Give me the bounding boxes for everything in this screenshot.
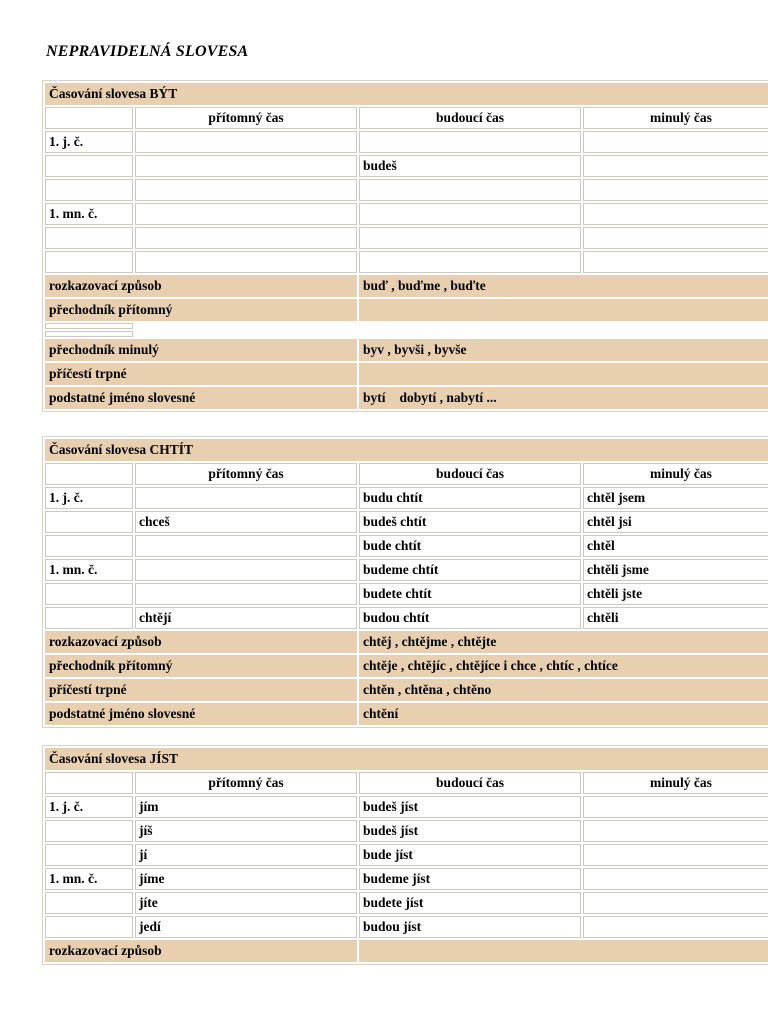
imperative-label: rozkazovací způsob [45, 275, 357, 297]
person-label: 1. mn. č. [45, 203, 133, 225]
cell-future: budeme chtít [359, 559, 581, 581]
cell-past [583, 251, 768, 273]
cell-future: bude chtít [359, 535, 581, 557]
imperative-row [45, 275, 768, 297]
thin-row [45, 323, 768, 329]
transgressive-present-label: přechodník přítomný [45, 299, 357, 321]
person-label: 1. mn. č. [45, 868, 133, 890]
person-label [45, 251, 133, 273]
imperative-value: chtěj , chtějme , chtějte [359, 631, 768, 653]
header-future: budoucí čas [359, 772, 581, 794]
passive-participle-value [359, 363, 768, 385]
person-label: 1. j. č. [45, 131, 133, 153]
transgressive-present-row [45, 299, 768, 321]
imperative-label: rozkazovací způsob [45, 631, 357, 653]
cell-past [583, 203, 768, 225]
verbal-noun-label: podstatné jméno slovesné [45, 703, 357, 725]
cell-future: budu chtít [359, 487, 581, 509]
table-caption: Časování slovesa JÍST [45, 748, 768, 770]
table-caption: Časování slovesa BÝT [45, 83, 768, 105]
table-row [45, 892, 768, 914]
cell-future: budeme jíst [359, 868, 581, 890]
cell-past [583, 796, 768, 818]
cell-future: bude jíst [359, 844, 581, 866]
cell-present: chtějí [135, 607, 357, 629]
table-row [45, 179, 768, 201]
table-caption-row [45, 748, 768, 770]
imperative-label: rozkazovací způsob [45, 940, 357, 962]
cell-present: jím [135, 796, 357, 818]
header-past: minulý čas [583, 772, 768, 794]
passive-participle-row [45, 679, 768, 701]
cell-future [359, 227, 581, 249]
imperative-row [45, 631, 768, 653]
header-empty [45, 772, 133, 794]
transgressive-present-row [45, 655, 768, 677]
verbal-noun-value: chtění [359, 703, 768, 725]
cell-past: chtěl jsi [583, 511, 768, 533]
cell-future: budou chtít [359, 607, 581, 629]
table-row [45, 535, 768, 557]
header-empty [45, 107, 133, 129]
table-caption-row [45, 83, 768, 105]
verbal-noun-b: dobytí , nabytí ... [399, 390, 497, 405]
cell-present: jíme [135, 868, 357, 890]
transgressive-past-row [45, 339, 768, 361]
cell-past [583, 844, 768, 866]
cell-past [583, 892, 768, 914]
person-label [45, 155, 133, 177]
transgressive-present-value [359, 299, 768, 321]
verbal-noun-label: podstatné jméno slovesné [45, 387, 357, 409]
cell-present [135, 559, 357, 581]
cell-present [135, 251, 357, 273]
cell-future [359, 203, 581, 225]
imperative-value [359, 940, 768, 962]
cell-future: budeš jíst [359, 796, 581, 818]
table-row [45, 607, 768, 629]
cell-present: jedí [135, 916, 357, 938]
cell-present [135, 203, 357, 225]
table-row [45, 844, 768, 866]
person-label [45, 607, 133, 629]
cell-past [583, 227, 768, 249]
cell-future: budete jíst [359, 892, 581, 914]
table-row [45, 583, 768, 605]
header-present: přítomný čas [135, 772, 357, 794]
table-jist [42, 745, 768, 965]
table-row [45, 511, 768, 533]
table-row [45, 916, 768, 938]
cell-past: chtěl jsem [583, 487, 768, 509]
table-row [45, 796, 768, 818]
person-label [45, 583, 133, 605]
table-row [45, 251, 768, 273]
table-row [45, 203, 768, 225]
cell-present [135, 155, 357, 177]
thin-cell [45, 331, 133, 337]
cell-past: chtěl [583, 535, 768, 557]
table-row [45, 868, 768, 890]
passive-participle-row [45, 363, 768, 385]
header-empty [45, 463, 133, 485]
cell-present: chceš [135, 511, 357, 533]
cell-future: budete chtít [359, 583, 581, 605]
cell-present [135, 131, 357, 153]
verbal-noun-a: bytí [363, 390, 386, 405]
table-row [45, 227, 768, 249]
table-byt [42, 80, 768, 412]
thin-spacer [135, 323, 768, 329]
header-row [45, 772, 768, 794]
person-label: 1. mn. č. [45, 559, 133, 581]
person-label [45, 511, 133, 533]
cell-future: budeš chtít [359, 511, 581, 533]
cell-future: budeš [359, 155, 581, 177]
transgressive-past-label: přechodník minulý [45, 339, 357, 361]
thin-cell [45, 323, 133, 329]
table-chtit [42, 436, 768, 728]
person-label [45, 535, 133, 557]
transgressive-present-value: chtěje , chtějíc , chtějíce i chce , chtíc , chtíce [359, 655, 768, 677]
table-row [45, 155, 768, 177]
table-row [45, 820, 768, 842]
verbal-noun-row [45, 703, 768, 725]
verbal-noun-value [359, 387, 768, 409]
cell-past [583, 868, 768, 890]
cell-present [135, 535, 357, 557]
header-past: minulý čas [583, 463, 768, 485]
cell-past [583, 131, 768, 153]
imperative-row [45, 940, 768, 962]
cell-past: chtěli [583, 607, 768, 629]
table-row [45, 131, 768, 153]
person-label [45, 820, 133, 842]
header-present: přítomný čas [135, 463, 357, 485]
person-label [45, 892, 133, 914]
cell-past [583, 820, 768, 842]
cell-future [359, 131, 581, 153]
cell-present: jí [135, 844, 357, 866]
person-label [45, 179, 133, 201]
passive-participle-label: příčestí trpné [45, 679, 357, 701]
cell-future [359, 251, 581, 273]
header-row [45, 107, 768, 129]
cell-present: jíš [135, 820, 357, 842]
header-future: budoucí čas [359, 107, 581, 129]
person-label [45, 916, 133, 938]
thin-row [45, 331, 768, 337]
header-present: přítomný čas [135, 107, 357, 129]
cell-present: jíte [135, 892, 357, 914]
cell-past: chtěli jsme [583, 559, 768, 581]
table-caption: Časování slovesa CHTÍT [45, 439, 768, 461]
transgressive-past-value: byv , byvši , byvše [359, 339, 768, 361]
table-row [45, 487, 768, 509]
cell-present [135, 179, 357, 201]
cell-future: budeš jíst [359, 820, 581, 842]
header-past: minulý čas [583, 107, 768, 129]
table-caption-row [45, 439, 768, 461]
table-row [45, 559, 768, 581]
cell-past [583, 155, 768, 177]
passive-participle-value: chtěn , chtěna , chtěno [359, 679, 768, 701]
cell-present [135, 487, 357, 509]
person-label [45, 227, 133, 249]
cell-future: budou jíst [359, 916, 581, 938]
header-row [45, 463, 768, 485]
person-label: 1. j. č. [45, 487, 133, 509]
passive-participle-label: příčestí trpné [45, 363, 357, 385]
imperative-value: buď , buďme , buďte [359, 275, 768, 297]
cell-past [583, 179, 768, 201]
person-label: 1. j. č. [45, 796, 133, 818]
person-label [45, 844, 133, 866]
cell-future [359, 179, 581, 201]
verbal-noun-row [45, 387, 768, 409]
cell-present [135, 583, 357, 605]
page-title: NEPRAVIDELNÁ SLOVESA [46, 43, 249, 60]
header-future: budoucí čas [359, 463, 581, 485]
cell-past [583, 916, 768, 938]
cell-present [135, 227, 357, 249]
cell-past: chtěli jste [583, 583, 768, 605]
transgressive-present-label: přechodník přítomný [45, 655, 357, 677]
thin-spacer [135, 331, 768, 337]
